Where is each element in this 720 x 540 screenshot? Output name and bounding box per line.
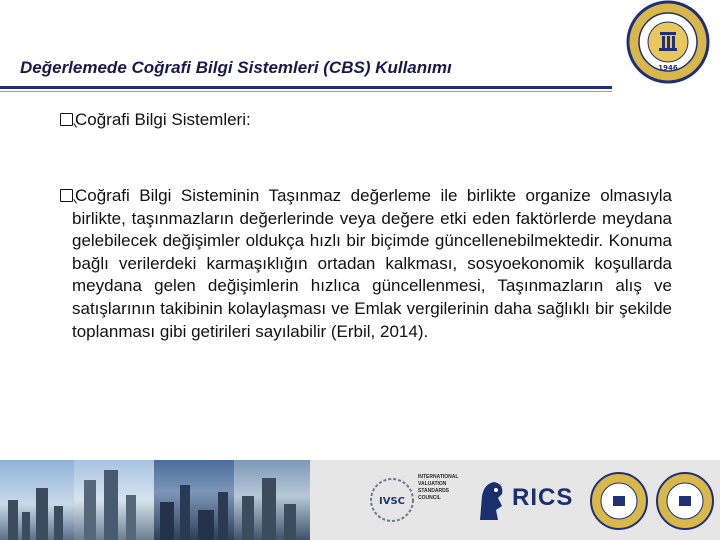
university-seal-icon [654,470,716,532]
slide-title: Değerlemede Coğrafi Bilgi Sistemleri (CBS) Kullanımı [20,58,452,77]
rics-lion-icon [472,476,512,526]
checkbox-bullet-icon [60,189,73,202]
title-rule [0,86,612,89]
city-photo [74,460,154,540]
checkbox-bullet-icon [60,113,73,126]
title-rule-thin [0,91,612,92]
seal-year: 1946 [658,64,678,72]
city-photo [154,460,234,540]
university-seal-icon [622,0,714,92]
body-paragraph-text: Coğrafi Bilgi Sisteminin Taşınmaz değerleme ile birlikte organize olmasıyla birlikte, taşınmazların değerlerinde veya değere etki eden faktörlerde meydana gelebilecek değişimler oldukça hızlı bir biçimde güncellenebilmektedir. Konuma bağlı verilerdeki karmaşıklığın ortadan kalkması, sosyoekonomik koşullarda meydana gelen değişimlerin hızlıca güncellenmesi, Taşınmazların alış ve satışlarının takibinin kolaylaşması ve Emlak vergilerinin daha sağlıklı bir şekilde toplanması gibi getirileri sayılabilir (Erbil, 2014). [72,186,672,341]
body-paragraph [60,185,672,343]
section-heading [60,110,251,130]
ivsc-full-name: INTERNATIONAL VALUATION STANDARDS COUNCIL [418,474,459,501]
ivsc-abbr: IVSC [378,496,406,507]
city-photo [0,460,74,540]
rics-wordmark: RICS [512,484,574,511]
city-photo [234,460,310,540]
partner-logos [360,462,720,540]
university-seal-icon [588,470,650,532]
ivsc-logo-icon [368,476,416,524]
section-heading-text: Coğrafi Bilgi Sistemleri: [75,110,251,129]
